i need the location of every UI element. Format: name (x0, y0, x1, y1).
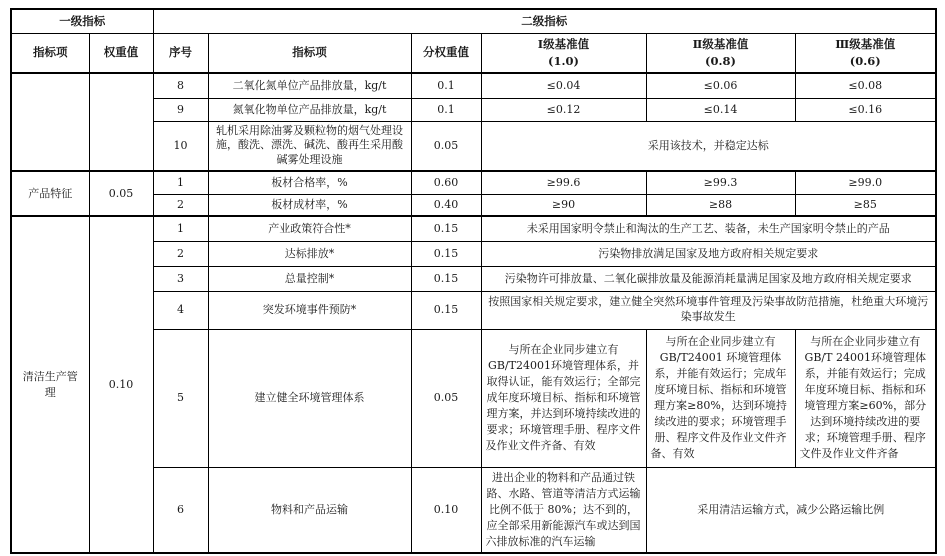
col-header-item2: 指标项 (208, 33, 411, 73)
cell-item: 板材合格率，% (208, 171, 411, 194)
section-label-product: 产品特征 (11, 171, 89, 216)
cell-grade-span: 采用清洁运输方式，减少公路运输比例 (646, 467, 936, 553)
section-weight-management: 0.10 (89, 216, 153, 553)
cell-subweight: 0.1 (411, 98, 481, 121)
cell-item: 物料和产品运输 (208, 467, 411, 553)
cell-grade3: ≤0.08 (795, 73, 936, 98)
grade1-title: Ⅰ级基准值 (537, 37, 590, 52)
cell-subweight: 0.40 (411, 194, 481, 216)
table-row-8 (11, 73, 936, 98)
grade2-value: (0.8) (705, 53, 736, 68)
cell-grade-span: 污染物排放满足国家及地方政府相关规定要求 (481, 241, 936, 266)
cell-item: 轧机采用除油雾及颗粒物的烟气处理设施，酸洗、漂洗、碱洗、酸再生采用酸碱雾处理设施 (208, 121, 411, 171)
col-header-grade3 (795, 33, 936, 73)
col-header-item1: 指标项 (11, 33, 89, 73)
col-header-grade1 (481, 33, 646, 73)
col-header-subweight: 分权重值 (411, 33, 481, 73)
table-row-mgmt-1 (11, 216, 936, 241)
cell-grade1: 与所在企业同步建立有GB/T24001环境管理体系，并取得认证，能有效运行；全部完成年度环境目标、指标和环境管理方案，并达到环境持续改进的要求；环境管理手册、程序文件及作业文件齐备、有效 (481, 329, 646, 467)
header-level1-group: 一级指标 (11, 9, 153, 33)
cell-grade-span: 采用该技术，并稳定达标 (481, 121, 936, 171)
cell-no: 3 (153, 266, 208, 291)
cell-no: 5 (153, 329, 208, 467)
cell-grade1: ≥90 (481, 194, 646, 216)
prev-section-weight-empty (89, 73, 153, 171)
cell-subweight: 0.15 (411, 266, 481, 291)
col-header-weight: 权重值 (89, 33, 153, 73)
section-weight-product: 0.05 (89, 171, 153, 216)
cell-grade-span: 污染物许可排放量、二氧化碳排放量及能源消耗量满足国家及地方政府相关规定要求 (481, 266, 936, 291)
cell-no: 6 (153, 467, 208, 553)
cell-item: 板材成材率，% (208, 194, 411, 216)
indicator-table (10, 8, 937, 554)
cell-no: 4 (153, 291, 208, 329)
cell-subweight: 0.15 (411, 291, 481, 329)
cell-subweight: 0.1 (411, 73, 481, 98)
section-label-management: 清洁生产管理 (11, 216, 89, 553)
cell-subweight: 0.60 (411, 171, 481, 194)
cell-grade2: ≤0.06 (646, 73, 795, 98)
cell-item: 产业政策符合性* (208, 216, 411, 241)
cell-grade-span: 未采用国家明令禁止和淘汰的生产工艺、装备，未生产国家明令禁止的产品 (481, 216, 936, 241)
header-group-row (11, 9, 936, 33)
cell-grade3: ≥85 (795, 194, 936, 216)
cell-subweight: 0.15 (411, 241, 481, 266)
cell-item: 总量控制* (208, 266, 411, 291)
cell-grade1: ≤0.12 (481, 98, 646, 121)
cell-no: 1 (153, 171, 208, 194)
prev-section-label-empty (11, 73, 89, 171)
cell-grade1: 进出企业的物料和产品通过铁路、水路、管道等清洁方式运输比例不低于 80%；达不到的，应全部采用新能源汽车或达到国六排放标准的汽车运输 (481, 467, 646, 553)
cell-no: 8 (153, 73, 208, 98)
cell-subweight: 0.05 (411, 329, 481, 467)
cell-grade2: ≤0.14 (646, 98, 795, 121)
cell-no: 10 (153, 121, 208, 171)
col-header-no: 序号 (153, 33, 208, 73)
cell-subweight: 0.10 (411, 467, 481, 553)
cell-no: 2 (153, 194, 208, 216)
cell-grade2: ≥88 (646, 194, 795, 216)
cell-item: 建立健全环境管理体系 (208, 329, 411, 467)
cell-grade3: ≥99.0 (795, 171, 936, 194)
header-level2-group: 二级指标 (153, 9, 936, 33)
cell-grade1: ≥99.6 (481, 171, 646, 194)
grade2-title: Ⅱ级基准值 (692, 37, 749, 52)
cell-item: 氮氧化物单位产品排放量，kg/t (208, 98, 411, 121)
cell-grade3: 与所在企业同步建立有GB/T 24001环境管理体系，并能有效运行；完成年度环境目标、指标和环境管理方案≥60%，部分达到环境持续改进的要求；环境管理手册、程序文件及作业文件齐备 (795, 329, 936, 467)
cell-grade1: ≤0.04 (481, 73, 646, 98)
grade3-title: Ⅲ级基准值 (835, 37, 896, 52)
cell-grade2: ≥99.3 (646, 171, 795, 194)
header-columns-row (11, 33, 936, 73)
cell-subweight: 0.15 (411, 216, 481, 241)
cell-item: 达标排放* (208, 241, 411, 266)
cell-grade3: ≤0.16 (795, 98, 936, 121)
cell-no: 1 (153, 216, 208, 241)
cell-item: 二氧化氮单位产品排放量，kg/t (208, 73, 411, 98)
cell-subweight: 0.05 (411, 121, 481, 171)
col-header-grade2 (646, 33, 795, 73)
grade1-value: (1.0) (548, 53, 579, 68)
table-row-product-1 (11, 171, 936, 194)
cell-item: 突发环境事件预防* (208, 291, 411, 329)
cell-no: 2 (153, 241, 208, 266)
cell-grade-span: 按照国家相关规定要求，建立健全突然环境事件管理及污染事故防范措施，杜绝重大环境污染事故发生 (481, 291, 936, 329)
cell-grade2: 与所在企业同步建立有GB/T24001 环境管理体系，并能有效运行；完成年度环境目标、指标和环境管理方案≥80%，达到环境持续改进的要求；环境管理手册、程序文件及作业文件齐备、有效 (646, 329, 795, 467)
cell-no: 9 (153, 98, 208, 121)
grade3-value: (0.6) (849, 53, 881, 68)
